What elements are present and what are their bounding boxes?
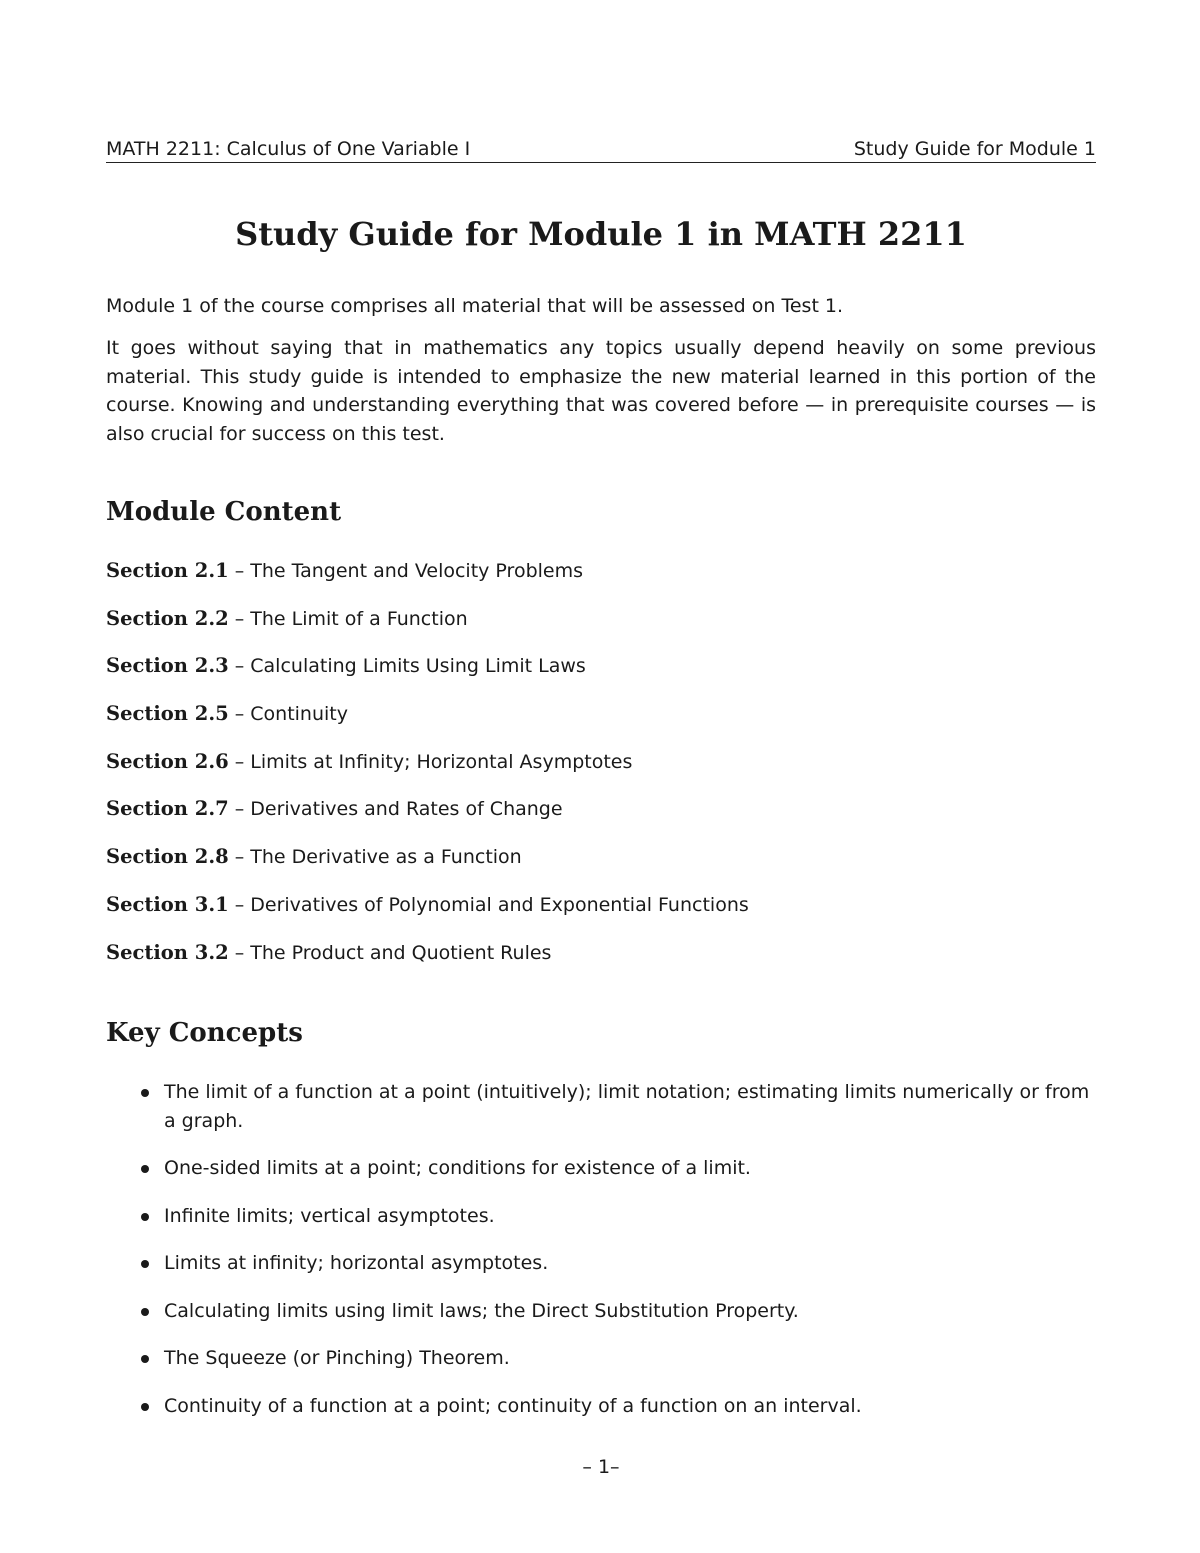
bullet-icon [141, 1308, 149, 1316]
list-item [106, 1249, 1096, 1278]
concept-text: One-sided limits at a point; conditions for existence of a limit. [164, 1157, 751, 1179]
section-title: – The Product and Quotient Rules [228, 941, 552, 964]
bullet-icon [141, 1355, 149, 1363]
section-title: – Derivatives of Polynomial and Exponential Functions [228, 893, 749, 916]
section-item [106, 557, 1096, 605]
section-title: – Derivatives and Rates of Change [228, 798, 563, 821]
page-title: Study Guide for Module 1 in MATH 2211 [235, 215, 967, 253]
guide-label: Study Guide for Module 1 [853, 138, 1096, 160]
bullet-icon [141, 1089, 149, 1097]
bullet-icon [141, 1165, 149, 1173]
bullet-icon [141, 1403, 149, 1411]
concept-text: Continuity of a function at a point; continuity of a function on an interval. [164, 1394, 862, 1417]
section-number: Section 2.5 [106, 702, 229, 726]
section-item [106, 700, 1096, 748]
course-title: MATH 2211: Calculus of One Variable I [106, 138, 471, 160]
key-concepts-heading: Key Concepts [106, 1018, 303, 1048]
section-item [106, 843, 1096, 891]
section-title: – The Derivative as a Function [228, 846, 522, 869]
list-item [106, 1078, 1096, 1135]
section-number: Section 2.1 [106, 559, 229, 582]
list-item [106, 1154, 1096, 1183]
intro-paragraph-2: It goes without saying that in mathematics any topics usually depend heavily on some previous material. This study guide is intended to emphasize the new material learned in this portion of the course. Knowing and understanding everything that was covered before — in prerequisite courses — is also crucial for success on this test. [106, 337, 1096, 445]
section-number: Section 2.2 [106, 606, 229, 630]
list-item [106, 1344, 1096, 1373]
module-content-heading: Module Content [106, 497, 342, 527]
list-item [106, 1392, 1096, 1421]
concept-text: Calculating limits using limit laws; the Direct Substitution Property. [164, 1299, 799, 1322]
bullet-icon [141, 1213, 149, 1221]
section-item [106, 891, 1096, 939]
section-title: – Continuity [228, 703, 348, 726]
section-number: Section 2.7 [106, 797, 229, 821]
concept-text: The Squeeze (or Pinching) Theorem. [164, 1347, 510, 1369]
section-number: Section 2.3 [106, 654, 229, 678]
document-page [106, 0, 1096, 1553]
list-item [106, 1297, 1096, 1326]
section-title: – Calculating Limits Using Limit Laws [228, 655, 586, 678]
section-item [106, 795, 1096, 843]
section-item [106, 605, 1096, 653]
section-item [106, 939, 1096, 987]
section-title: – The Limit of a Function [228, 607, 468, 630]
running-header [106, 136, 1096, 163]
page-number: – 1– [582, 1456, 620, 1478]
section-number: Section 3.2 [106, 940, 229, 964]
section-item [106, 748, 1096, 796]
concept-text: The limit of a function at a point (intuitively); limit notation; estimating limits numerically or from a graph. [164, 1081, 1090, 1132]
section-list [106, 557, 1096, 986]
intro-paragraph-1: Module 1 of the course comprises all material that will be assessed on Test 1. [106, 295, 844, 317]
section-title: – Limits at Infinity; Horizontal Asymptotes [228, 750, 633, 773]
section-number: Section 3.1 [106, 892, 229, 916]
concept-text: Limits at infinity; horizontal asymptotes. [164, 1252, 549, 1274]
section-title: – The Tangent and Velocity Problems [228, 560, 584, 582]
key-concepts-list [106, 1078, 1096, 1439]
list-item [106, 1202, 1096, 1231]
concept-text: Infinite limits; vertical asymptotes. [164, 1204, 495, 1227]
section-item [106, 652, 1096, 700]
section-number: Section 2.8 [106, 845, 229, 869]
bullet-icon [141, 1260, 149, 1268]
section-number: Section 2.6 [106, 749, 229, 773]
